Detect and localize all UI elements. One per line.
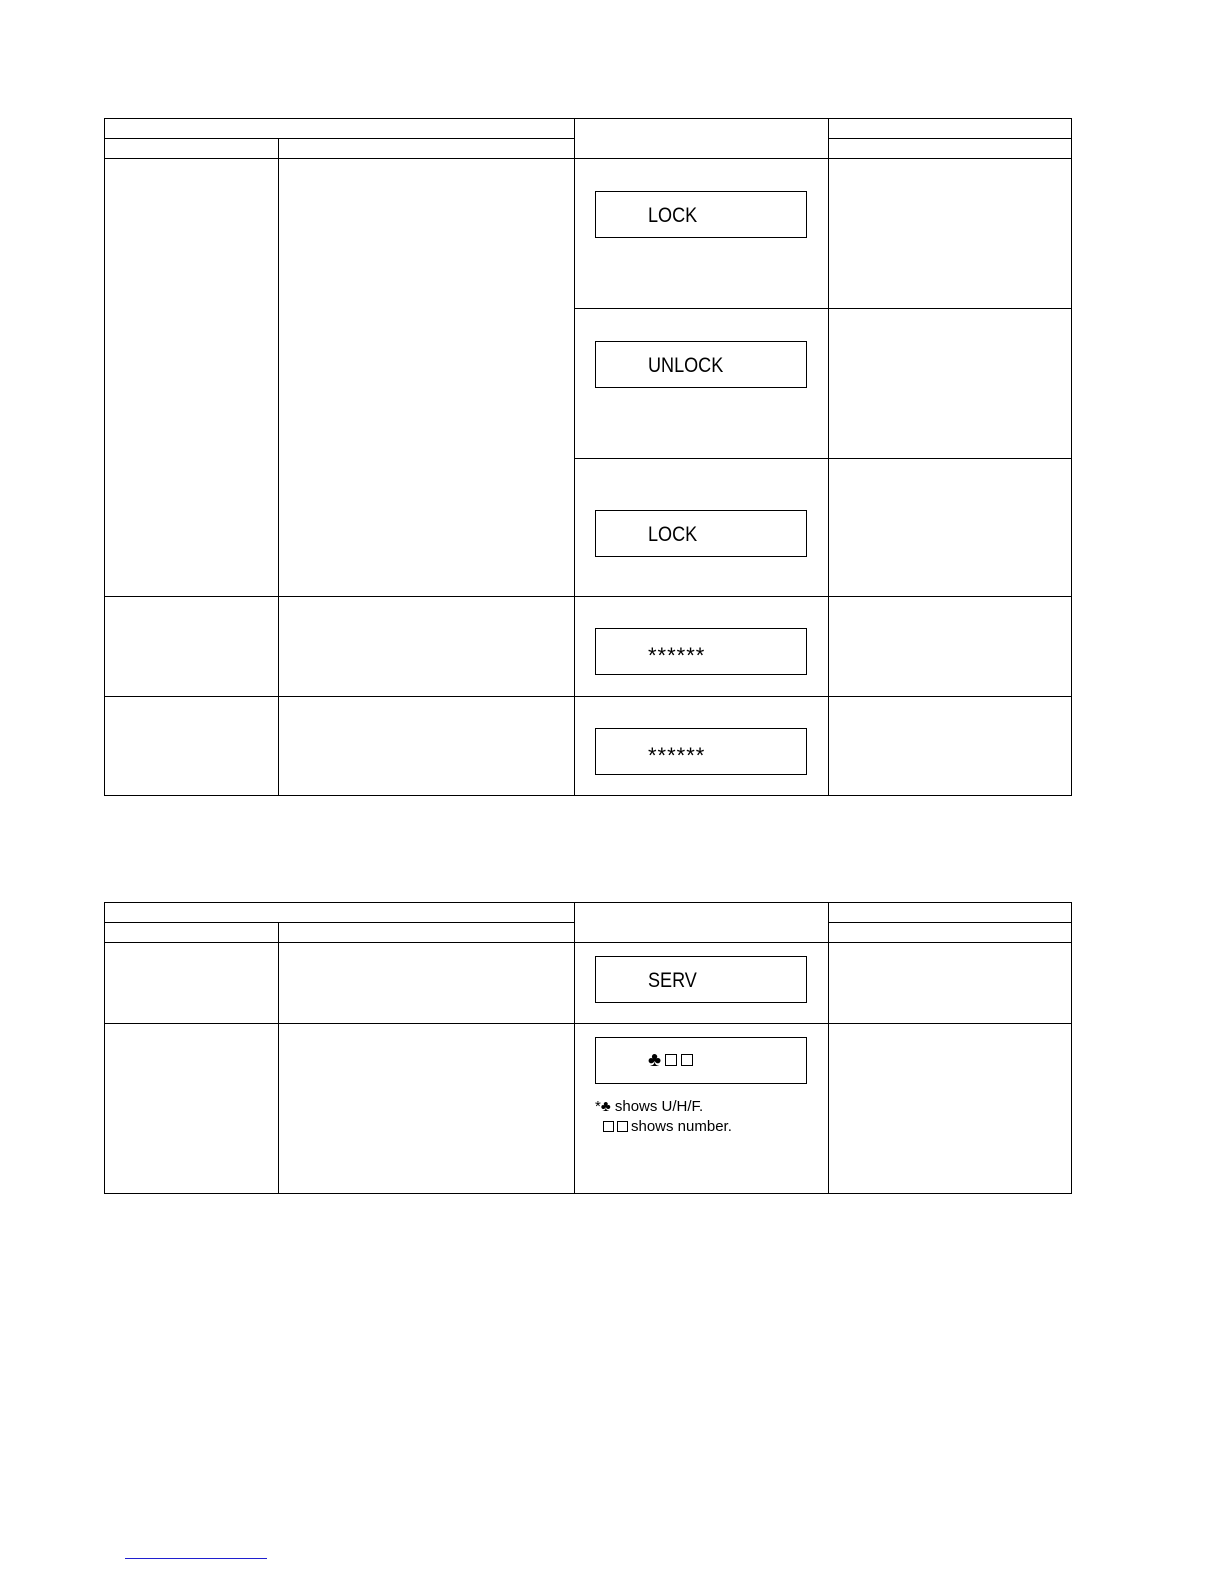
note-line-2 bbox=[595, 1117, 732, 1137]
table2-row2-col1 bbox=[105, 1024, 279, 1194]
table2-subheader-4 bbox=[829, 923, 1072, 943]
table1-row2-display-cell bbox=[575, 309, 829, 459]
table1-header-group bbox=[105, 119, 575, 139]
table1-row1-display-cell bbox=[575, 159, 829, 309]
square-icon bbox=[603, 1121, 614, 1132]
square-icon bbox=[665, 1054, 677, 1066]
note-text-2: shows number. bbox=[631, 1118, 732, 1135]
table1-row4-col1 bbox=[105, 597, 279, 697]
table1-row2-col4 bbox=[829, 309, 1072, 459]
lcd-display-lock bbox=[595, 191, 807, 238]
club-icon: ♣ bbox=[600, 1098, 611, 1115]
table1-row5-col4 bbox=[829, 697, 1072, 796]
display-table-1 bbox=[104, 118, 1072, 796]
table2-row2-col4 bbox=[829, 1024, 1072, 1194]
table1-row1-col1 bbox=[105, 159, 279, 597]
table1-subheader-4 bbox=[829, 139, 1072, 159]
table1-header-right bbox=[829, 119, 1072, 139]
square-icon bbox=[617, 1121, 628, 1132]
table1-row3-col4 bbox=[829, 459, 1072, 597]
table2-row1-col4 bbox=[829, 943, 1072, 1024]
lcd-text: ****** bbox=[648, 743, 706, 768]
lcd-text: LOCK bbox=[648, 204, 698, 227]
lcd-display-unlock bbox=[595, 341, 807, 388]
note-text-1: shows U/H/F. bbox=[610, 1098, 704, 1115]
footer-link-underline[interactable] bbox=[125, 1558, 267, 1559]
table2-row1-col1 bbox=[105, 943, 279, 1024]
square-icon bbox=[681, 1054, 693, 1066]
note-asterisk: * bbox=[595, 1098, 601, 1115]
table2-header-right bbox=[829, 903, 1072, 923]
table1-row3-display-cell bbox=[575, 459, 829, 597]
lcd-display-lock-2 bbox=[595, 510, 807, 557]
table2-row2-display-cell bbox=[575, 1024, 829, 1194]
club-icon: ♣ bbox=[648, 1048, 662, 1071]
table1-row5-display-cell bbox=[575, 697, 829, 796]
table2-subheader-1 bbox=[105, 923, 279, 943]
table2-row1-display-cell bbox=[575, 943, 829, 1024]
table1-row4-col4 bbox=[829, 597, 1072, 697]
lcd-display-stars-2 bbox=[595, 728, 807, 775]
table1-row4-col2 bbox=[279, 597, 575, 697]
display-note bbox=[595, 1097, 732, 1137]
lcd-display-band-number bbox=[595, 1037, 807, 1084]
table1-row5-col2 bbox=[279, 697, 575, 796]
table2-header-group bbox=[105, 903, 575, 923]
table1-subheader-1 bbox=[105, 139, 279, 159]
table1-subheader-2 bbox=[279, 139, 575, 159]
table1-row4-display-cell bbox=[575, 597, 829, 697]
table2-header-display bbox=[575, 903, 829, 943]
note-line-1 bbox=[595, 1097, 732, 1117]
lcd-display-serv bbox=[595, 956, 807, 1003]
table2-row1-col2 bbox=[279, 943, 575, 1024]
table1-row5-col1 bbox=[105, 697, 279, 796]
lcd-text: SERV bbox=[648, 969, 697, 992]
table1-row1-col2 bbox=[279, 159, 575, 597]
table1-header-display bbox=[575, 119, 829, 159]
lcd-text: LOCK bbox=[648, 523, 698, 546]
table2-subheader-2 bbox=[279, 923, 575, 943]
display-table-2 bbox=[104, 902, 1072, 1194]
table2-row2-col2 bbox=[279, 1024, 575, 1194]
table1-row1-col4 bbox=[829, 159, 1072, 309]
lcd-text: ****** bbox=[648, 643, 706, 668]
lcd-display-stars bbox=[595, 628, 807, 675]
lcd-text: UNLOCK bbox=[648, 354, 724, 377]
